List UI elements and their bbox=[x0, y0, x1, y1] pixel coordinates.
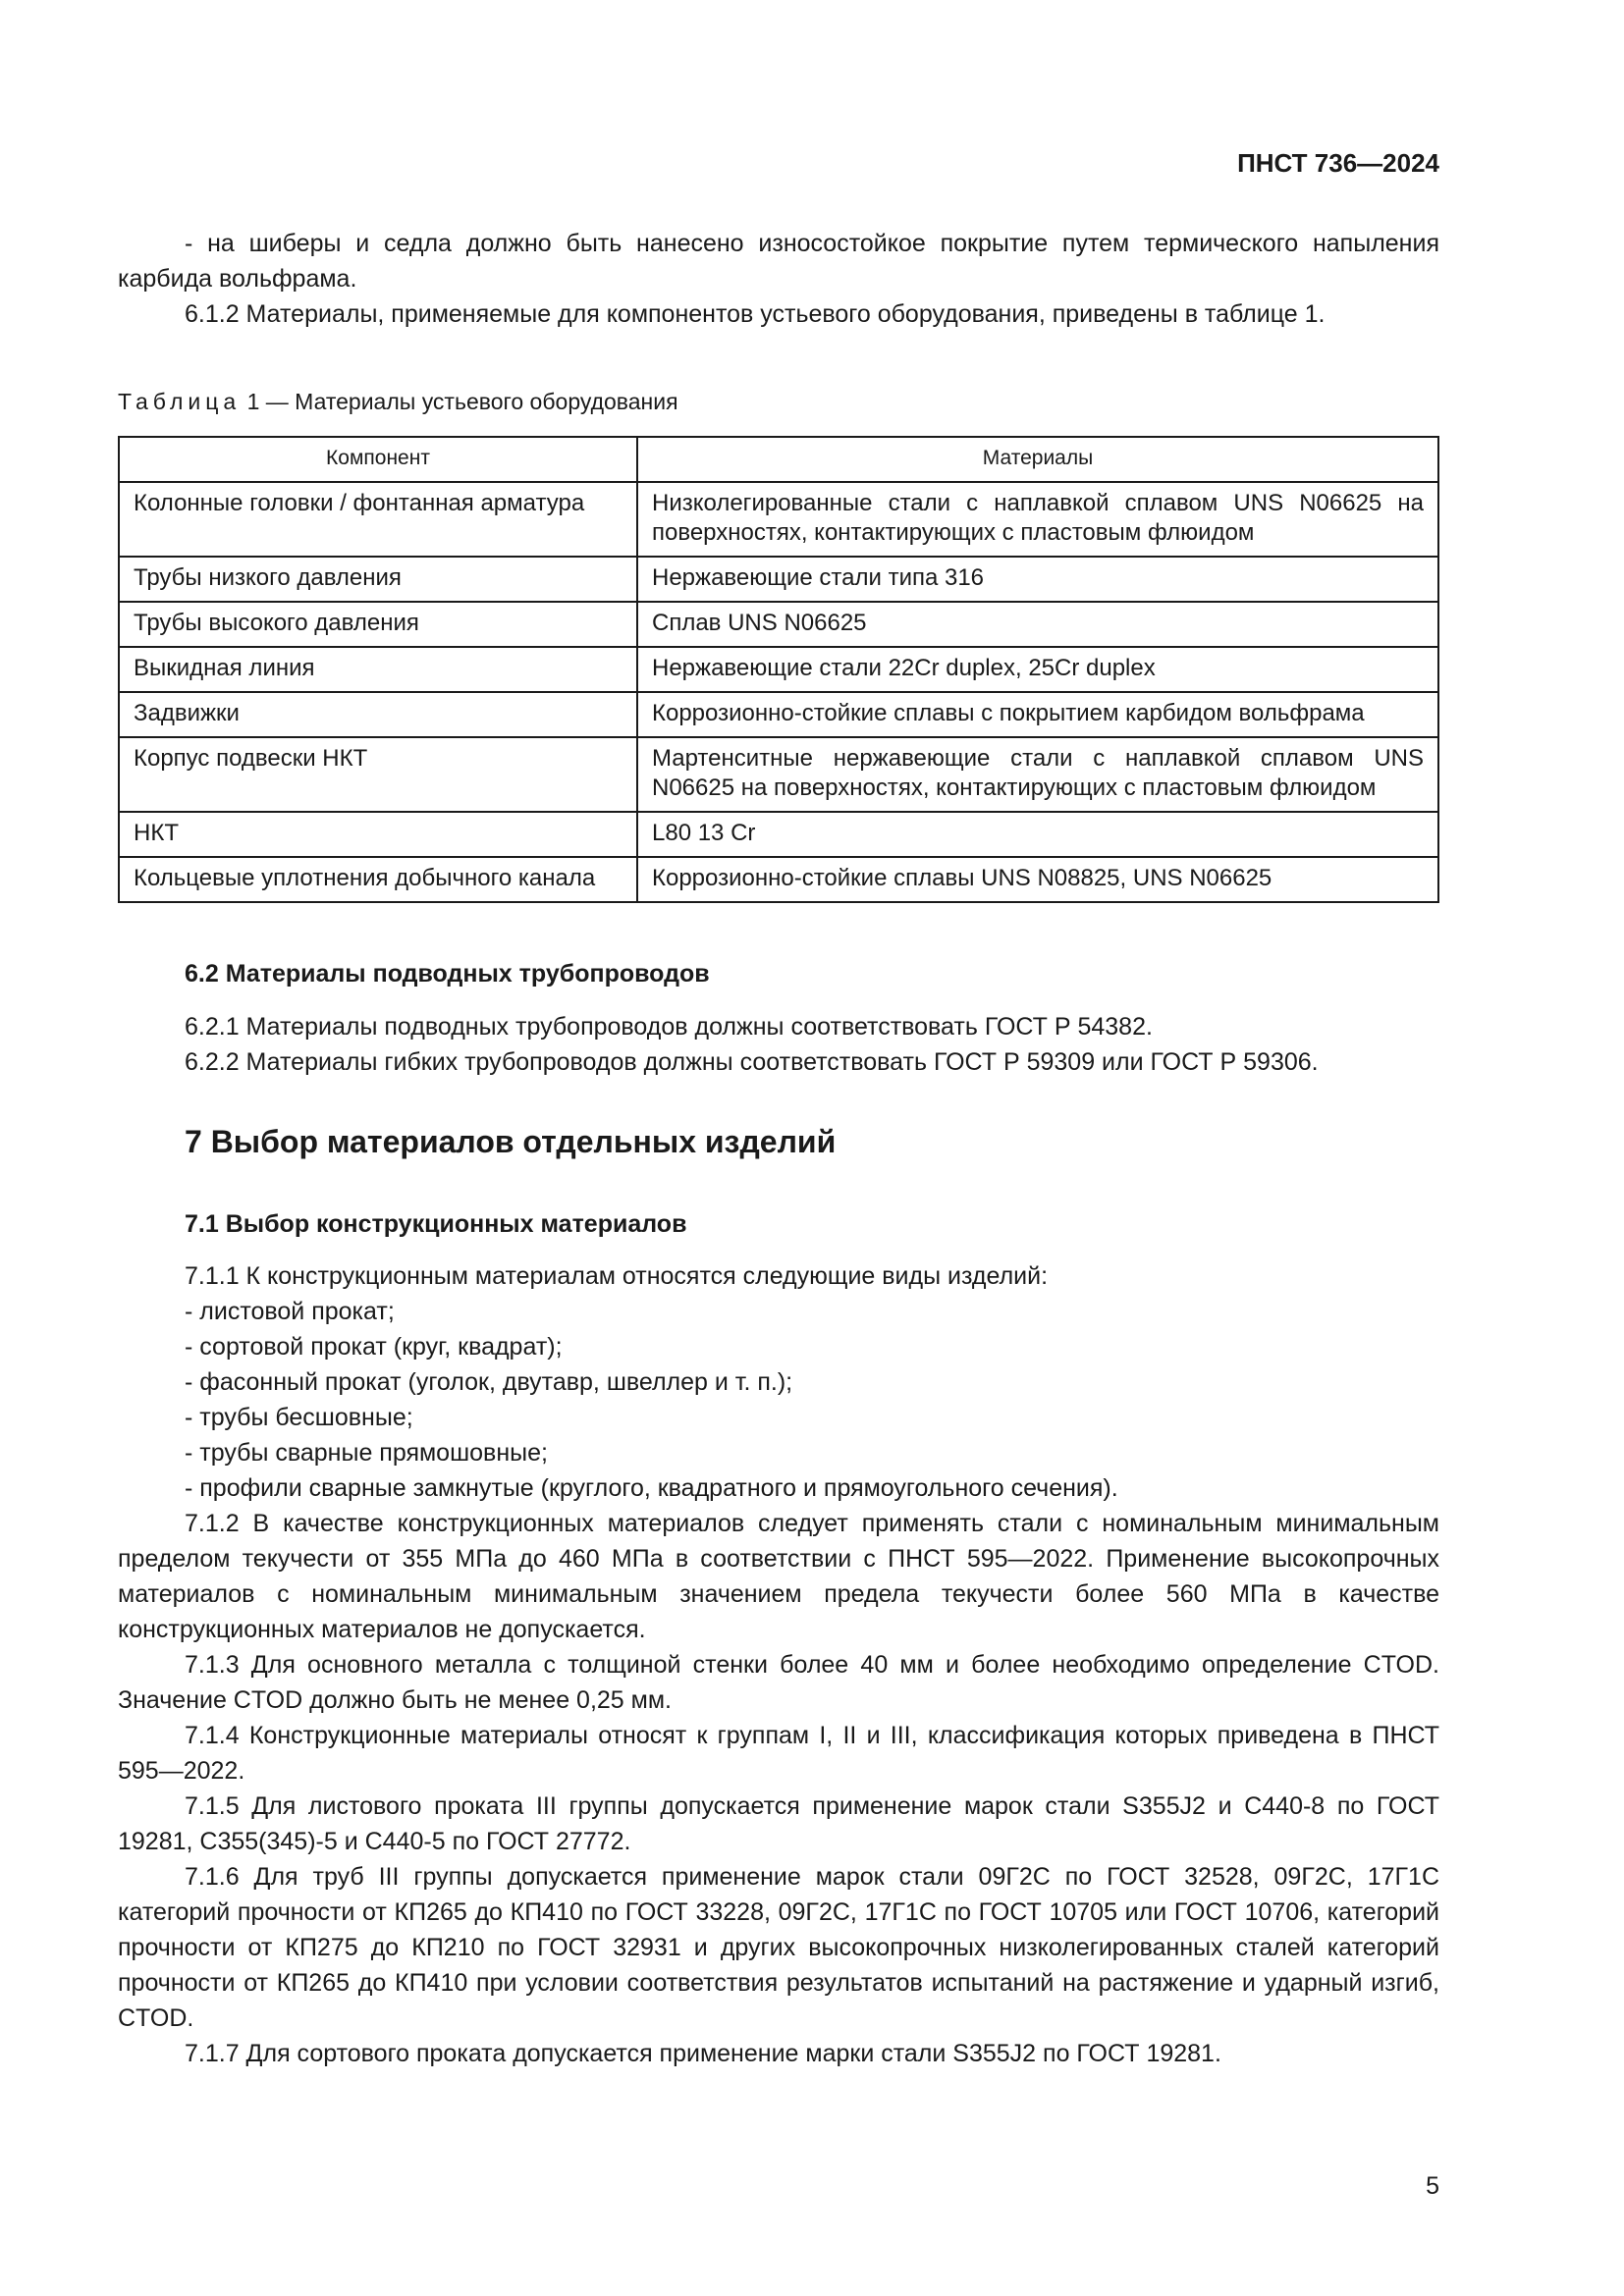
materials-table bbox=[118, 436, 1439, 903]
table-cell: Мартенситные нержавеющие стали с наплавкой сплавом UNS N06625 на поверхностях, контактирующих с пластовым флюидом bbox=[637, 737, 1438, 812]
table-cell: Трубы низкого давления bbox=[119, 557, 637, 602]
table-row bbox=[119, 692, 1438, 737]
list-item: - сортовой прокат (круг, квадрат); bbox=[185, 1333, 563, 1361]
table-header-row bbox=[119, 437, 1438, 482]
table-cell: Нержавеющие стали типа 316 bbox=[637, 557, 1438, 602]
table-row bbox=[119, 557, 1438, 602]
table-row bbox=[119, 602, 1438, 647]
paragraph-7-1-6: 7.1.6 Для труб III группы допускается применение марок стали 09Г2С по ГОСТ 32528, 09Г2С, 17Г1С категорий прочности от КП265 до КП410 по ГОСТ 33228, 09Г2С, 17Г1С по ГОСТ 10705 или ГОСТ 10706, категорий прочности от КП275 до КП210 по ГОСТ 32931 и других высокопрочных низколегированных сталей категорий прочности от КП265 до КП410 при условии соответствия результатов испытаний на растяжение и ударный изгиб, CTOD. bbox=[118, 1863, 1439, 2032]
list-item: - трубы бесшовные; bbox=[185, 1404, 413, 1431]
table-cell: Низколегированные стали с наплавкой сплавом UNS N06625 на поверхностях, контактирующих с пластовым флюидом bbox=[637, 482, 1438, 557]
table-row bbox=[119, 647, 1438, 692]
table-cell: Кольцевые уплотнения добычного канала bbox=[119, 857, 637, 902]
bullet-paragraph: - на шиберы и седла должно быть нанесено износостойкое покрытие путем термического напыления карбида вольфрама. bbox=[118, 230, 1439, 293]
section-7-1-body bbox=[118, 1258, 1439, 2071]
section-7-1-heading: 7.1 Выбор конструкционных материалов bbox=[185, 1210, 687, 1238]
paragraph-7-1-2: 7.1.2 В качестве конструкционных материалов следует применять стали с номинальным минимальным пределом текучести от 355 МПа до 460 МПа в соответствии с ПНСТ 595—2022. Применение высокопрочных материалов с номинальным минимальным значением предела текучести более 560 МПа в качестве конструкционных материалов не допускается. bbox=[118, 1510, 1439, 1643]
table-cell: Коррозионно-стойкие сплавы UNS N08825, UNS N06625 bbox=[637, 857, 1438, 902]
paragraph-6-1-2: 6.1.2 Материалы, применяемые для компонентов устьевого оборудования, приведены в таблице 1. bbox=[185, 300, 1326, 328]
header-component: Компонент bbox=[119, 437, 637, 482]
table-cell: Задвижки bbox=[119, 692, 637, 737]
section-6-2-heading: 6.2 Материалы подводных трубопроводов bbox=[185, 960, 710, 988]
table-caption-label: Таблица bbox=[118, 389, 242, 414]
list-item: - трубы сварные прямошовные; bbox=[185, 1439, 548, 1467]
table-cell: Колонные головки / фонтанная арматура bbox=[119, 482, 637, 557]
paragraph-7-1-7: 7.1.7 Для сортового проката допускается применение марки стали S355J2 по ГОСТ 19281. bbox=[185, 2040, 1221, 2067]
table-cell: Трубы высокого давления bbox=[119, 602, 637, 647]
header-materials: Материалы bbox=[637, 437, 1438, 482]
table-cell: Нержавеющие стали 22Cr duplex, 25Cr duplex bbox=[637, 647, 1438, 692]
table-cell: НКТ bbox=[119, 812, 637, 857]
list-item: - листовой прокат; bbox=[185, 1298, 395, 1325]
paragraph-6-2-1: 6.2.1 Материалы подводных трубопроводов должны соответствовать ГОСТ Р 54382. bbox=[185, 1013, 1153, 1041]
table-caption-text: 1 — Материалы устьевого оборудования bbox=[246, 389, 678, 414]
table-caption bbox=[118, 389, 678, 415]
table-row bbox=[119, 482, 1438, 557]
section-6-2-body bbox=[118, 1009, 1439, 1080]
paragraph-7-1-3: 7.1.3 Для основного металла с толщиной стенки более 40 мм и более необходимо определение CTOD. Значение CTOD должно быть не менее 0,25 мм. bbox=[118, 1651, 1439, 1714]
table-cell: Сплав UNS N06625 bbox=[637, 602, 1438, 647]
table-row bbox=[119, 857, 1438, 902]
list-item: - профили сварные замкнутые (круглого, квадратного и прямоугольного сечения). bbox=[185, 1474, 1118, 1502]
table-cell: Выкидная линия bbox=[119, 647, 637, 692]
document-code: ПНСТ 736—2024 bbox=[1237, 148, 1439, 178]
paragraph-6-2-2: 6.2.2 Материалы гибких трубопроводов должны соответствовать ГОСТ Р 59309 или ГОСТ Р 59306. bbox=[185, 1048, 1319, 1076]
paragraph-7-1-4: 7.1.4 Конструкционные материалы относят к группам I, II и III, классификация которых приведена в ПНСТ 595—2022. bbox=[118, 1722, 1439, 1785]
table-cell: Коррозионно-стойкие сплавы с покрытием карбидом вольфрама bbox=[637, 692, 1438, 737]
paragraph-7-1-1: 7.1.1 К конструкционным материалам относятся следующие виды изделий: bbox=[185, 1262, 1049, 1290]
table-cell: L80 13 Cr bbox=[637, 812, 1438, 857]
section-7-heading: 7 Выбор материалов отдельных изделий bbox=[185, 1124, 837, 1159]
page-number: 5 bbox=[1426, 2172, 1439, 2200]
list-item: - фасонный прокат (уголок, двутавр, швеллер и т. п.); bbox=[185, 1368, 793, 1396]
intro-block bbox=[118, 226, 1439, 332]
table-row bbox=[119, 737, 1438, 812]
table-row bbox=[119, 812, 1438, 857]
table-cell: Корпус подвески НКТ bbox=[119, 737, 637, 812]
paragraph-7-1-5: 7.1.5 Для листового проката III группы допускается применение марок стали S355J2 и С440-8 по ГОСТ 19281, С355(345)-5 и С440-5 по ГОСТ 27772. bbox=[118, 1792, 1439, 1855]
